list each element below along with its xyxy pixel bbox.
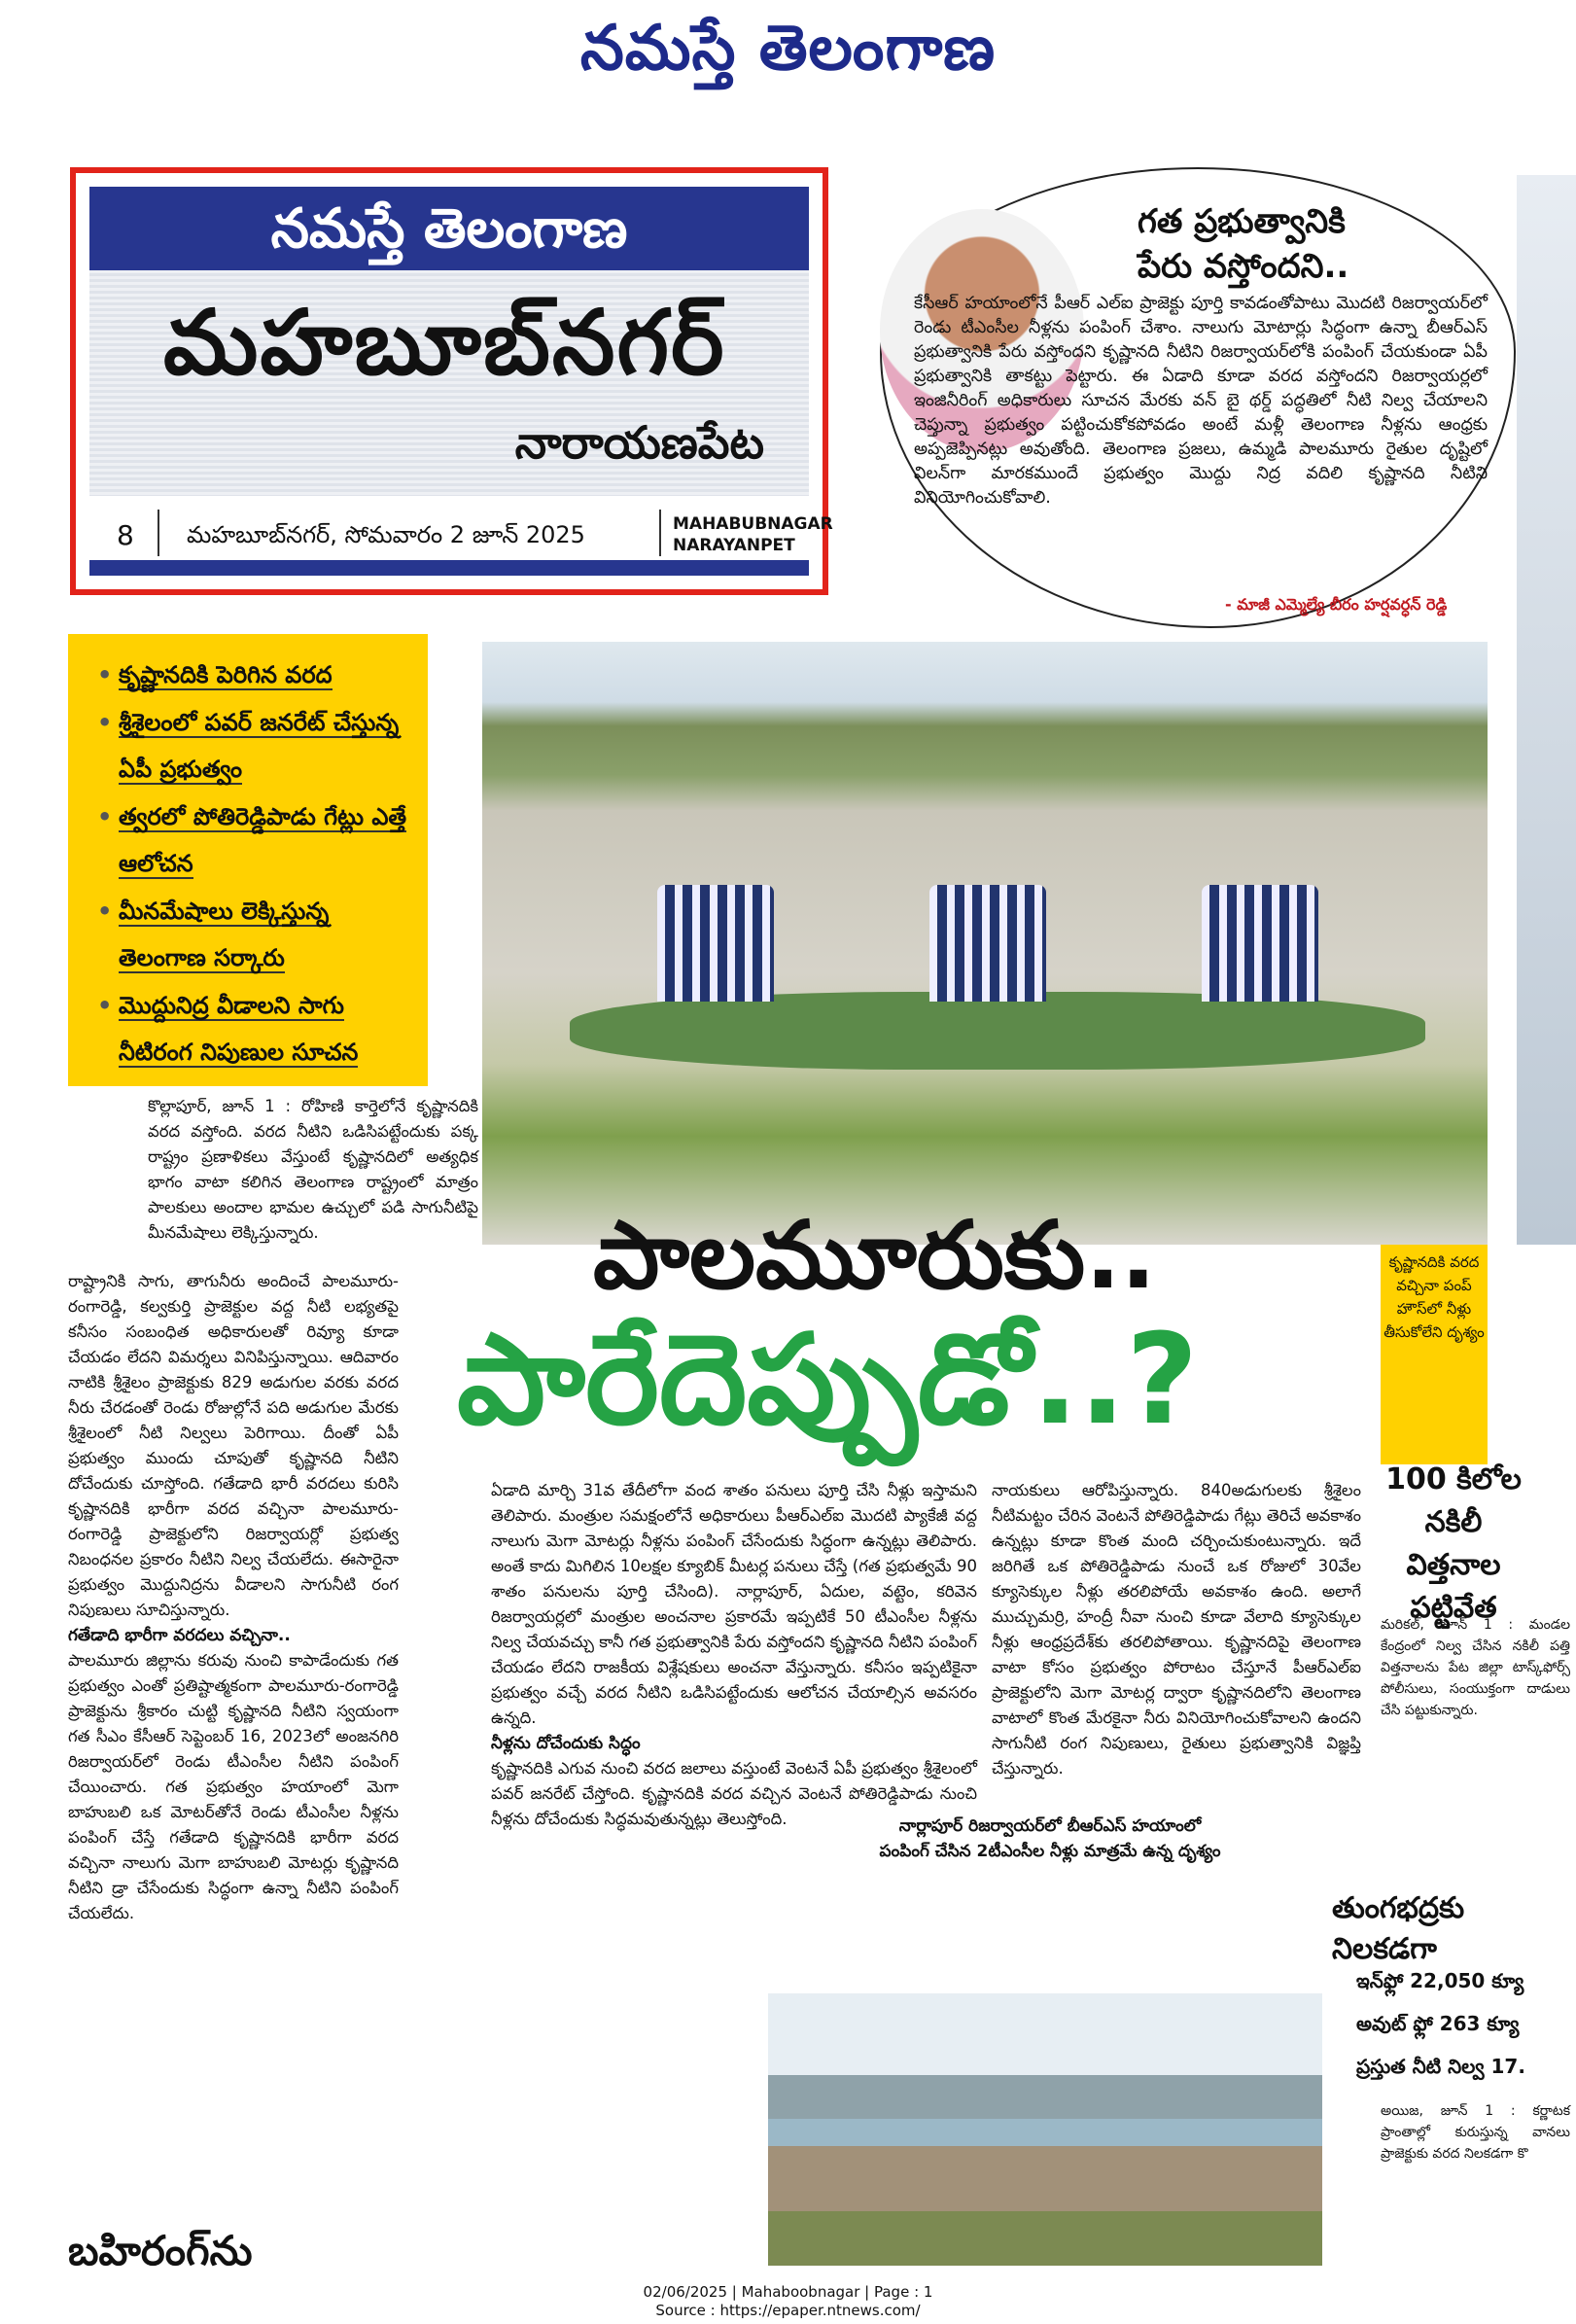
edition-header [70,167,833,595]
edition-english-line: MAHABUBNAGAR [673,514,833,534]
edition-english-line: NARAYANPET [673,536,795,555]
pumphouse-photo [482,642,1488,1245]
masthead-logo: నమస్తే తెలంగాణ [579,12,997,85]
tungabhadra-title: తుంగభద్రకు నిలకడగా [1332,1891,1465,1966]
photo-water [570,992,1425,1070]
tungabhadra-body: అయిజ, జూన్ 1 : కర్ణాటక ప్రాంతాల్లో కురుస్తున్న వానలు ప్రాజెక్టుకు వరద నిలకడగా కొ [1381,2103,1570,2162]
article-subhead: గతేడాది భారీగా వరదలు వచ్చినా.. [68,1626,291,1645]
reservoir-photo [768,1993,1322,2266]
quote-heading [1138,199,1348,289]
article-column-2 [491,1478,977,1832]
edition-city: మహబూబ్‌నగర్ [163,290,726,395]
highlight-text: కృష్ణానదికి పెరిగిన వరద [119,661,333,688]
highlight-item [97,982,416,1075]
quote-heading-line: పేరు వస్తోందని.. [1138,247,1349,286]
outflow-stat: అవుట్ ఫ్లో 263 క్యూ [1356,2012,1520,2035]
tungabhadra-stats [1356,1959,1525,2088]
side-story-title: 100 కిలోల నకిలీ విత్తనాల పట్టివేత [1385,1462,1522,1625]
article-intro: కొల్లాపూర్, జూన్ 1 : రోహిణి కార్తెలోనే కృష్ణానదికి వరద వస్తోంది. వరద నీటిని ఒడిసిపట్టేందుకు పక్క రాష్ట్రం ప్రణాళికలు వేస్తుంటే కృష్ణానదిలో అత్యధిక భాగం వాటా కలిగిన తెలంగాణ రాష్ట్రంలో మాత్రం పాలకులు అందాల భామల ఉచ్చులో పడి సాగునీటిపై మీనమేషాలు లెక్కిస్తున్నారు. [148,1097,478,1242]
article-paragraph: రాష్ట్రానికి సాగు, తాగునీరు అందించే పాలమూరు-రంగారెడ్డి, కల్వకుర్తి ప్రాజెక్టుల వద్ద నీటి లభ్యతపై కనీసం సంబంధిత అధికారులతో రివ్యూ కూడా చేయడం లేదని విమర్శలు వినిపిస్తున్నాయి. ఆదివారం నాటికి శ్రీశైలం ప్రాజెక్టుకు 829 అడుగుల వరకు వరద నీరు చేరడంతో రెండు రోజుల్లోనే పది అడుగుల మేరకు శ్రీశైలంలో నీటి నిల్వలు పెరిగాయి. దీంతో ఏపీ ప్రభుత్వం ముందు చూపుతో కృష్ణానది నీటిని దోచేందుకు చూస్తోంది. గతేడాది భారీ వరదలు కురిసి కృష్ణానదికి భారీగా వరద వచ్చినా పాలమూరు-రంగారెడ్డి ప్రాజెక్టులోని రిజర్వాయర్లో ప్రభుత్వ నిబంధనల ప్రకారం నీటిని నిల్వ చేయలేదు. ఈసారైనా ప్రభుత్వం మొద్దునిద్రను వీడాలని సాగునీటి రంగ నిపుణులు సూచిస్తున్నారు. [68,1272,399,1619]
date-telugu: మహబూబ్‌నగర్, సోమవారం 2 జూన్ 2025 [187,521,585,548]
footer-source-link[interactable]: Source : https://epaper.ntnews.com/ [655,2302,921,2319]
highlight-text: శ్రీశైలంలో పవర్ జనరేట్ చేస్తున్న ఏపీ ప్రభుత్వం [119,709,400,783]
headline-line-2: పారేదెప్పుడో..? [457,1308,1199,1453]
highlight-item [97,793,416,887]
quote-signature: - మాజీ ఎమ్మెల్యే బీరం హర్షవర్ధన్ రెడ్డి [1225,595,1448,614]
adjacent-page-strip [1517,175,1576,1245]
highlight-text: త్వరలో పోతిరెడ్డిపాడు గేట్లు ఎత్తే ఆలోచన [119,803,407,877]
dateline-separator [659,510,661,556]
edition-subtitle: నారాయణపేట [514,416,764,469]
quote-body: కేసీఆర్ హయాంలోనే పీఆర్ ఎల్ఐ ప్రాజెక్టు పూర్తి కావడంతోపాటు మొదటి రిజర్వాయర్‌లో రెండు టీఎంసీల నీళ్లను పంపింగ్ చేశాం. నాలుగు మోటార్లు సిద్ధంగా ఉన్నా బీఆర్ఎస్ ప్రభుత్వానికి పేరు వస్తోందని కృష్ణానది నీటిని రిజర్వాయర్‌లోకి పంపింగ్ చేయకుండా ఏపీ ప్రభుత్వానికి తాకట్టు పెట్టారు. ఈ ఏడాది కూడా వరద వస్తోందని రిజర్వాయర్లలో ఇంజినీరింగ్ అధికారులు సూచన మేరకు వన్ బై థర్డ్ పద్ధతిలో నీటి నిల్వ చేయాలని చెప్తున్నా ప్రభుత్వం పట్టించుకోకపోవడం అంటే మళ్లీ తెలంగాణ నీళ్లను ఆంధ్రకు అప్పజెప్పినట్లు అవుతోంది. తెలంగాణ ప్రజలు, ఉమ్మడి పాలమూరు రైతుల దృష్టిలో విలన్‌గా మారకముందే ప్రభుత్వం మొద్దు నిద్ర వదిలి కృష్ణానది నీటిని వినియోగించుకోవాలి. [914,294,1488,508]
photo-gate [1202,885,1318,1002]
page-footer [0,2283,1576,2320]
article-paragraph: నాయకులు ఆరోపిస్తున్నారు. 840అడుగులకు శ్రీశైలం నీటిమట్టం చేరిన వెంటనే పోతిరెడ్డిపాడు గేట్లు తెరిచే అవకాశం ఉన్నట్లు కూడా కొంత మంది చర్చించుకుంటున్నారు. ఇదే జరిగితే ఒక పోతిరెడ్డిపాడు నుంచే ఒక రోజులో 30వేల క్యూసెక్కుల నీళ్లు తరలిపోయే అవకాశం ఉంది. అలాగే ముచ్చుమర్రి, హంద్రీ నీవా నుంచి కూడా వేలాది క్యూసెక్కుల నీళ్లు ఆంధ్రప్రదేశ్‌కు తరలిపోతాయి. కృష్ణానదిపై తెలంగాణ వాటా కోసం ప్రభుత్వం పోరాటం చేస్తూనే పీఆర్ఎల్ఐ ప్రాజెక్టులోని మెగా మోటర్ల ద్వారా కృష్ణానదిలోని తెలంగాణ వాటాలో కొంత మేరకైనా నీరు వినియోగించుకోవాలని ఉందని సాగునీటి రంగ నిపుణులు, రైతులు ప్రభుత్వానికి విజ్ఞప్తి చేస్తున్నారు. [992,1481,1361,1778]
storage-stat: ప్రస్తుత నీటి నిల్వ 17. [1356,2055,1525,2078]
article-paragraph: కృష్ణానదికి ఎగువ నుంచి వరద జలాలు వస్తుంటే వెంటనే ఏపీ ప్రభుత్వం శ్రీశైలంలో పవర్ జనరేట్ చేస్తోంది. కృష్ణానదికి వరద వచ్చిన వెంటనే పోతిరెడ్డిపాడు నుంచి నీళ్లను దోచేందుకు సిద్ధమవుతున్నట్లు తెలుస్తోంది. [491,1759,977,1828]
article-paragraph: పాలమూరు జిల్లాను కరువు నుంచి కాపాడేందుకు గత ప్రభుత్వం ఎంతో ప్రతిష్టాత్మకంగా పాలమూరు-రంగారెడ్డి ప్రాజెక్టును శ్రీకారం చుట్టి కృష్ణానది నీటిని స్వయంగా గత సీఎం కేసీఆర్ సెప్టెంబర్ 16, 2023లో అంజనగిరి రిజర్వాయర్‌లో రెండు టీఎంసీల నీటిని పంపింగ్ చేయించారు. గత ప్రభుత్వం హయాంలో మెగా బాహుబలి ఒక మోటర్‌తోనే రెండు టీఎంసీల నీళ్లను పంపింగ్ చేస్తే గతేడాది కృష్ణానదికి భారీగా వరద వచ్చినా నాలుగు మెగా బాహుబలి మోటర్లు కృష్ణానది నీటిని డ్రా చేసేందుకు సిద్ధంగా ఉన్నా నీటిని పంపింగ్ చేయలేదు. [68,1651,399,1922]
photo-gate [929,885,1046,1002]
edition-bottom-bar [89,560,809,576]
next-story-heading: బహిరంగ్‌ను [68,2227,253,2274]
photo-gate [657,885,774,1002]
article-column-3 [992,1478,1361,1781]
inflow-stat: ఇన్‌ఫ్లో 22,050 క్యూ [1356,1969,1524,1992]
highlight-item [97,699,416,792]
edition-english [673,513,833,556]
photo2-caption: నార్లాపూర్ రిజర్వాయర్‌లో బీఆర్ఎస్ హయాంలో పంపింగ్ చేసిన 2టీఎంసీల నీళ్లు మాత్రమే ఉన్న దృశ్యం [879,1816,1221,1861]
dateline [89,504,833,562]
article-paragraph: ఏడాది మార్చి 31వ తేదీలోగా వంద శాతం పనులు పూర్తి చేసి నీళ్లు ఇస్తామని తెలిపారు. మంత్రుల సమక్షంలోనే అధికారులు పీఆర్ఎల్ఐ మొదటి ప్యాకేజీ వద్ద నాలుగు మెగా మోటర్లు నీళ్లను పంపింగ్ చేసేందుకు సిద్ధంగా ఉన్నట్లు తెలిపారు. అంతే కాదు మిగిలిన 10లక్షల క్యూబిక్ మీటర్ల పనులు చేస్తే (గత ప్రభుత్వమే 90 శాతం పనులను పూర్తి చేసింది). నార్లాపూర్, ఏదుల, వట్టెం, కరివెన రిజర్వాయర్లలో మంత్రుల అంచనాల ప్రకారమే ఇప్పటికే 50 టీఎంసీల నీళ్లను నిల్వ చేయవచ్చు కానీ గత ప్రభుత్వానికి పేరు వస్తోందని కృష్ణానది నీటిని పంపింగ్ చేయడం లేదని రాజకీయ విశ్లేషకులు అంచనా వేస్తున్నారు. కనీసం ఇప్పటికైనా ప్రభుత్వం వచ్చే వరద నీటిని ఒడిసిపట్టేందుకు ఆలోచన చేయాల్సిన అవసరం ఉన్నది. [491,1481,977,1727]
quote-heading-line: గత ప్రభుత్వానికి [1138,202,1346,241]
side-story-body: మరికల్, జూన్ 1 : మండల కేంద్రంలో నిల్వ చేసిన నకిలీ పత్తి విత్తనాలను పేట జిల్లా టాస్క్‌ఫోర్స్ పోలీసులు, సంయుక్తంగా దాడులు చేసి పట్టుకున్నారు. [1381,1617,1570,1718]
highlights-box [68,634,428,1086]
headline-line-1: పాలమూరుకు.. [593,1201,1157,1310]
footer-line: 02/06/2025 | Mahaboobnagar | Page : 1 [643,2283,933,2301]
highlight-item [97,651,416,698]
article-subhead: నీళ్లను దోచేందుకు సిద్ధం [491,1734,641,1753]
highlight-text: మొద్దునిద్ర వీడాలని సాగు నీటిరంగ నిపుణుల సూచన [119,992,359,1066]
edition-brand: నమస్తే తెలంగాణ [89,187,809,270]
dateline-separator [158,510,159,556]
highlight-item [97,888,416,981]
page-number: 8 [117,519,134,551]
article-column-1 [68,1269,399,1926]
photo-caption: కృష్ణానదికి వరద వచ్చినా పంప్ హౌస్‌లో నీళ్లు తీసుకోలేని దృశ్యం [1381,1245,1488,1464]
highlight-text: మీనమేషాలు లెక్కిస్తున్న తెలంగాణ సర్కారు [119,898,330,971]
